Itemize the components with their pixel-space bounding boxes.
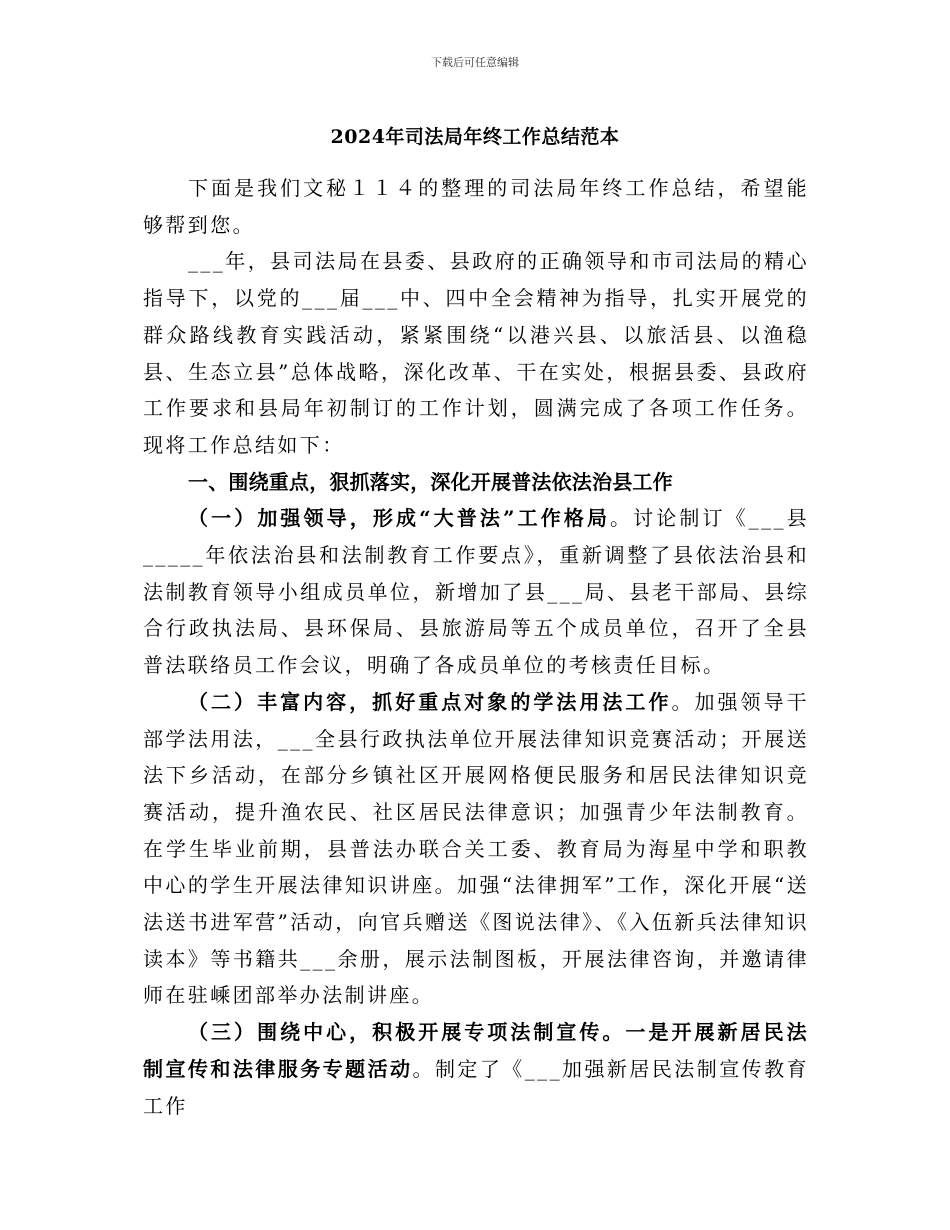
item-3-text: 。制定了《___加强新居民法制宣传教育工作	[143, 1056, 809, 1118]
item-2-heading: （二）丰富内容，抓好重点对象的学法用法工作	[188, 689, 672, 714]
item-1-heading: （一）加强领导，形成“大普法”工作格局	[188, 506, 611, 531]
item-2-text: 。加强领导干部学法用法，___全县行政执法单位开展法律知识竞赛活动；开展送法下乡活动，在部分乡镇社区开展网格便民服务和居民法律知识竞赛活动，提升渔农民、社区居民法律意识；加强青少年法制教育。在学生毕业前期，县普法办联合关工委、教育局为海星中学和职教中心的学生开展法律知识讲座。加强“法律拥军”工作，深化开展“送法送书进军营”活动，向官兵赠送《图说法律》、《入伍新兵法律知识读本》等书籍共___余册，展示法制图板，开展法律咨询，并邀请律师在驻嵊团部举办法制讲座。	[143, 689, 809, 1008]
overview-paragraph: ___年，县司法局在县委、县政府的正确领导和市司法局的精心指导下，以党的___届___中、四中全会精神为指导，扎实开展党的群众路线教育实践活动，紧紧围绕“以港兴县、以旅活县、以渔稳县、生态立县”总体战略，深化改革、干在实处，根据县委、县政府工作要求和县局年初制订的工作计划，圆满完成了各项工作任务。现将工作总结如下：	[143, 249, 809, 457]
intro-paragraph: 下面是我们文秘１１４的整理的司法局年终工作总结，希望能够帮到您。	[143, 176, 809, 237]
item-2-paragraph	[143, 684, 809, 1014]
header-note: 下载后可任意编辑	[431, 56, 519, 69]
section-heading: 一、围绕重点，狠抓落实，深化开展普法依法治县工作	[188, 469, 673, 494]
item-3-heading: （三）围绕中心，积极开展专项法制宣传。一是开展新居民法制宣传和法律服务专题活动	[143, 1020, 809, 1081]
item-1-text: 。讨论制订《___县_____年依法治县和法制教育工作要点》，重新调整了县依法治县和法制教育领导小组成员单位，新增加了县___局、县老干部局、县综合行政执法局、县环保局、县旅游局等五个成员单位，召开了全县普法联络员工作会议，明确了各成员单位的考核责任目标。	[143, 506, 809, 678]
document-body	[143, 170, 809, 1124]
item-1-paragraph	[143, 500, 809, 684]
document-title: 2024年司法局年终工作总结范本	[330, 126, 620, 148]
item-3-paragraph	[143, 1014, 809, 1124]
